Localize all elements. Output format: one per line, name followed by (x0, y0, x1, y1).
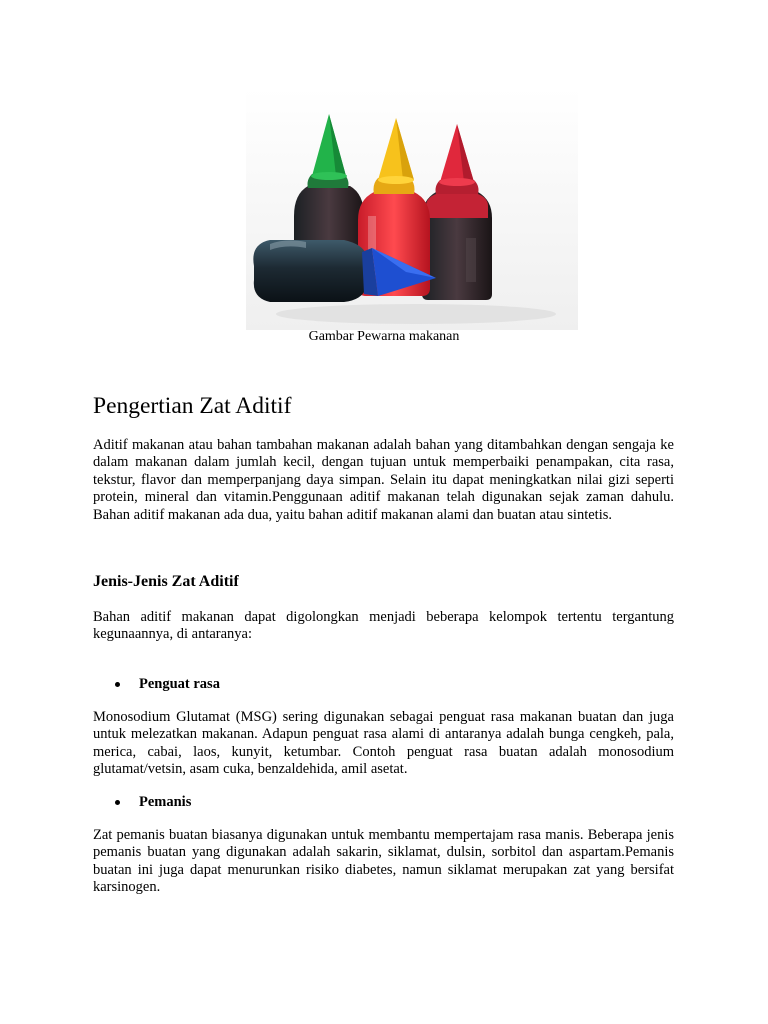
bullet-icon (115, 800, 120, 805)
food-coloring-bottles-image (246, 88, 578, 330)
list-item-label: Pemanis (139, 794, 192, 810)
bullet-icon (115, 682, 120, 687)
figure-caption: Gambar Pewarna makanan (308, 329, 460, 344)
types-intro-paragraph: Bahan aditif makanan dapat digolongkan menjadi beberapa kelompok tertentu tergantung kegunaannya, di antaranya: (93, 609, 674, 643)
list-item (115, 676, 220, 693)
list-item-paragraph: Zat pemanis buatan biasanya digunakan untuk membantu mempertajam rasa manis. Beberapa jenis pemanis buatan yang digunakan adalah sakarin, siklamat, dulsin, sorbitol dan aspartam.Pemanis buatan ini juga dapat menurunkan risiko diabetes, namun siklamat merupakan zat yang bersifat karsinogen. (93, 827, 674, 896)
page-title: Pengertian Zat Aditif (93, 393, 292, 419)
list-item (115, 794, 191, 811)
food-coloring-photo (246, 88, 578, 330)
section-heading: Jenis-Jenis Zat Aditif (93, 573, 239, 590)
list-item-label: Penguat rasa (139, 676, 220, 692)
intro-paragraph: Aditif makanan atau bahan tambahan makanan adalah bahan yang ditambahkan dengan sengaja ke dalam makanan dalam jumlah kecil, dengan tujuan untuk memperbaiki penampakan, cita rasa, tekstur, flavor dan memperpanjang daya simpan. Selain itu dapat meningkatkan nilai gizi seperti protein, mineral dan vitamin.Penggunaan aditif makanan telah digunakan sejak zaman dahulu. Bahan aditif makanan ada dua, yaitu bahan aditif makanan alami dan buatan atau sintetis. (93, 437, 674, 523)
list-item-paragraph: Monosodium Glutamat (MSG) sering digunakan sebagai penguat rasa makanan buatan dan juga untuk melezatkan makanan. Adapun penguat rasa alami di antaranya adalah bunga cengkeh, pala, merica, cabai, laos, kunyit, ketumbar. Contoh penguat rasa buatan adalah monosodium glutamat/vetsin, asam cuka, benzaldehida, amil asetat. (93, 709, 674, 778)
